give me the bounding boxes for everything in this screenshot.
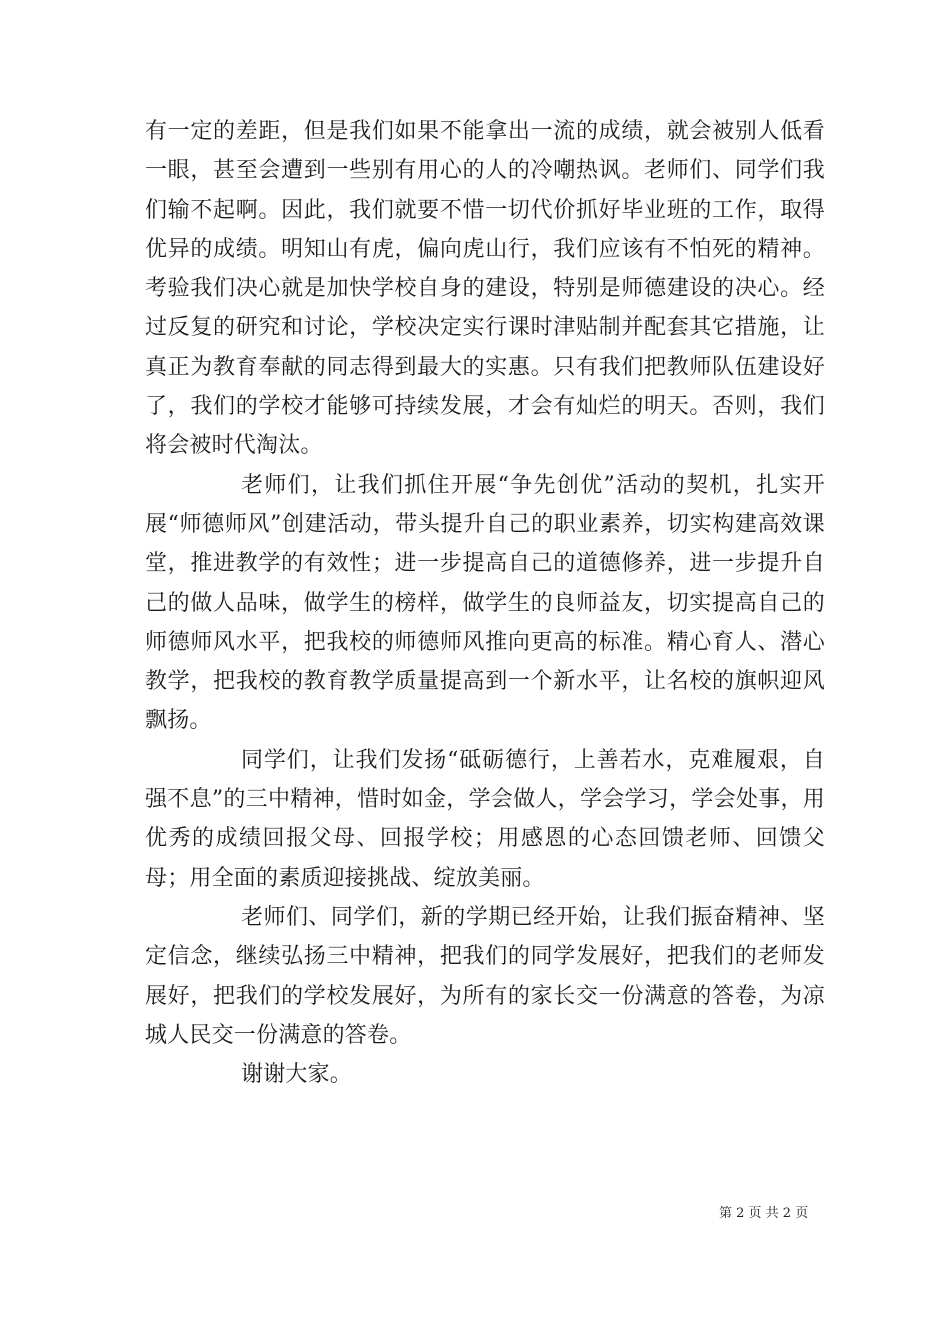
paragraph-teachers: 老师们，让我们抓住开展“争先创优”活动的契机，扎实开展“师德师风”创建活动，带头提升自己的职业素养，切实构建高效课堂，推进教学的有效性；进一步提高自己的道德修养，进一步提升自己的做人品味，做学生的榜样，做学生的良师益友，切实提高自己的师德师风水平，把我校的师德师风推向更高的标准。精心育人、潜心教学，把我校的教育教学质量提高到一个新水平，让名校的旗帜迎风飘扬。 [145,472,825,734]
page-number-footer: 第 2 页 共 2 页 [719,1206,809,1221]
document-body [145,112,825,1094]
paragraph-students: 同学们，让我们发扬“砥砺德行，上善若水，克难履艰，自强不息”的三中精神，惜时如金，学会做人，学会学习，学会处事，用优秀的成绩回报父母、回报学校；用感恩的心态回馈老师、回馈父母；用全面的素质迎接挑战、绽放美丽。 [145,747,825,891]
paragraph-thanks: 谢谢大家。 [241,1062,353,1088]
paragraph-closing: 老师们、同学们，新的学期已经开始，让我们振奋精神、坚定信念，继续弘扬三中精神，把我们的同学发展好，把我们的老师发展好，把我们的学校发展好，为所有的家长交一份满意的答卷，为凉城人民交一份满意的答卷。 [145,904,825,1048]
paragraph-continuation: 有一定的差距，但是我们如果不能拿出一流的成绩，就会被别人低看一眼，甚至会遭到一些别有用心的人的冷嘲热讽。老师们、同学们我们输不起啊。因此，我们就要不惜一切代价抓好毕业班的工作，取得优异的成绩。明知山有虎，偏向虎山行，我们应该有不怕死的精神。考验我们决心就是加快学校自身的建设，特别是师德建设的决心。经过反复的研究和讨论，学校决定实行课时津贴制并配套其它措施，让真正为教育奉献的同志得到最大的实惠。只有我们把教师队伍建设好了，我们的学校才能够可持续发展，才会有灿烂的明天。否则，我们将会被时代淘汰。 [145,119,825,459]
